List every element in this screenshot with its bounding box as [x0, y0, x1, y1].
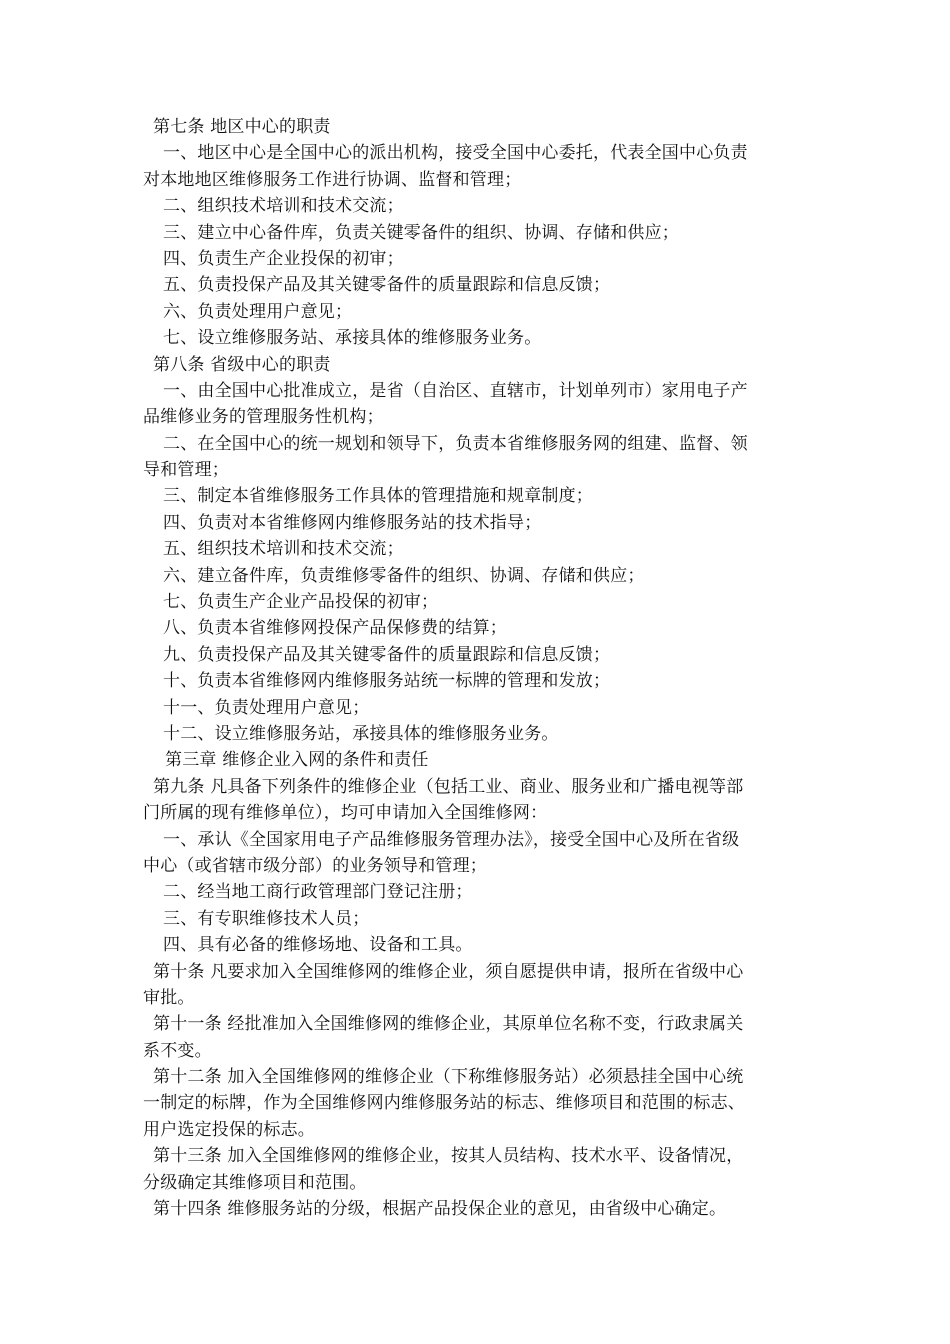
- text-line: 六、建立备件库，负责维修零备件的组织、协调、存储和供应；: [163, 565, 645, 586]
- text-line: 十一、负责处理用户意见；: [163, 697, 370, 718]
- text-line: 第十一条 经批准加入全国维修网的维修企业，其原单位名称不变，行政隶属关: [153, 1014, 744, 1035]
- text-line: 三、制定本省维修服务工作具体的管理措施和规章制度；: [163, 486, 593, 507]
- text-line: 七、设立维修服务站、承接具体的维修服务业务。: [163, 328, 542, 349]
- text-line: 第九条 凡具备下列条件的维修企业（包括工业、商业、服务业和广播电视等部: [153, 776, 744, 797]
- text-line: 五、负责投保产品及其关键零备件的质量跟踪和信息反馈；: [163, 275, 611, 296]
- text-line: 一、由全国中心批准成立，是省（自治区、直辖市，计划单列市）家用电子产: [163, 380, 748, 401]
- text-line: 三、建立中心备件库，负责关键零备件的组织、协调、存储和供应；: [163, 222, 679, 243]
- text-line: 系不变。: [143, 1040, 212, 1061]
- text-line: 一、地区中心是全国中心的派出机构，接受全国中心委托，代表全国中心负责: [163, 143, 748, 164]
- text-line: 二、在全国中心的统一规划和领导下，负责本省维修服务网的组建、监督、领: [163, 433, 748, 454]
- text-line: 审批。: [143, 987, 195, 1008]
- text-line: 中心（或省辖市级分部）的业务领导和管理；: [143, 855, 487, 876]
- text-line: 四、负责生产企业投保的初审；: [163, 248, 404, 269]
- text-line: 对本地地区维修服务工作进行协调、监督和管理；: [143, 169, 522, 190]
- text-line: 品维修业务的管理服务性机构；: [143, 407, 384, 428]
- text-line: 第十三条 加入全国维修网的维修企业，按其人员结构、技术水平、设备情况，: [153, 1146, 744, 1167]
- text-line: 四、具有必备的维修场地、设备和工具。: [163, 935, 473, 956]
- text-line: 三、有专职维修技术人员；: [163, 908, 370, 929]
- text-line: 五、组织技术培训和技术交流；: [163, 539, 404, 560]
- text-line: 十、负责本省维修网内维修服务站统一标牌的管理和发放；: [163, 671, 611, 692]
- text-line: 九、负责投保产品及其关键零备件的质量跟踪和信息反馈；: [163, 644, 611, 665]
- text-line: 第十四条 维修服务站的分级，根据产品投保企业的意见，由省级中心确定。: [153, 1199, 727, 1220]
- text-line: 六、负责处理用户意见；: [163, 301, 353, 322]
- text-line: 第十条 凡要求加入全国维修网的维修企业，须自愿提供申请，报所在省级中心: [153, 961, 744, 982]
- text-line: 导和管理；: [143, 460, 229, 481]
- document-page: [143, 114, 813, 1222]
- text-line: 七、负责生产企业产品投保的初审；: [163, 592, 439, 613]
- text-line: 一、承认《全国家用电子产品维修服务管理办法》，接受全国中心及所在省级: [163, 829, 740, 850]
- text-line: 门所属的现有维修单位），均可申请加入全国维修网：: [143, 803, 548, 824]
- text-line: 一制定的标牌，作为全国维修网内维修服务站的标志、维修项目和范围的标志、: [143, 1093, 745, 1114]
- text-line: 第八条 省级中心的职责: [153, 354, 331, 375]
- text-line: 八、负责本省维修网投保产品保修费的结算；: [163, 618, 507, 639]
- text-line: 第七条 地区中心的职责: [153, 117, 331, 137]
- text-line: 用户选定投保的标志。: [143, 1119, 315, 1140]
- text-line: 二、经当地工商行政管理部门登记注册；: [163, 882, 473, 903]
- text-line: 二、组织技术培训和技术交流；: [163, 196, 404, 217]
- text-line: 十二、设立维修服务站，承接具体的维修服务业务。: [163, 723, 559, 744]
- text-line: 第三章 维修企业入网的条件和责任: [165, 750, 429, 771]
- text-line: 第十二条 加入全国维修网的维修企业（下称维修服务站）必须悬挂全国中心统: [153, 1067, 744, 1088]
- text-line: 四、负责对本省维修网内维修服务站的技术指导；: [163, 512, 542, 533]
- text-line: 分级确定其维修项目和范围。: [143, 1172, 367, 1193]
